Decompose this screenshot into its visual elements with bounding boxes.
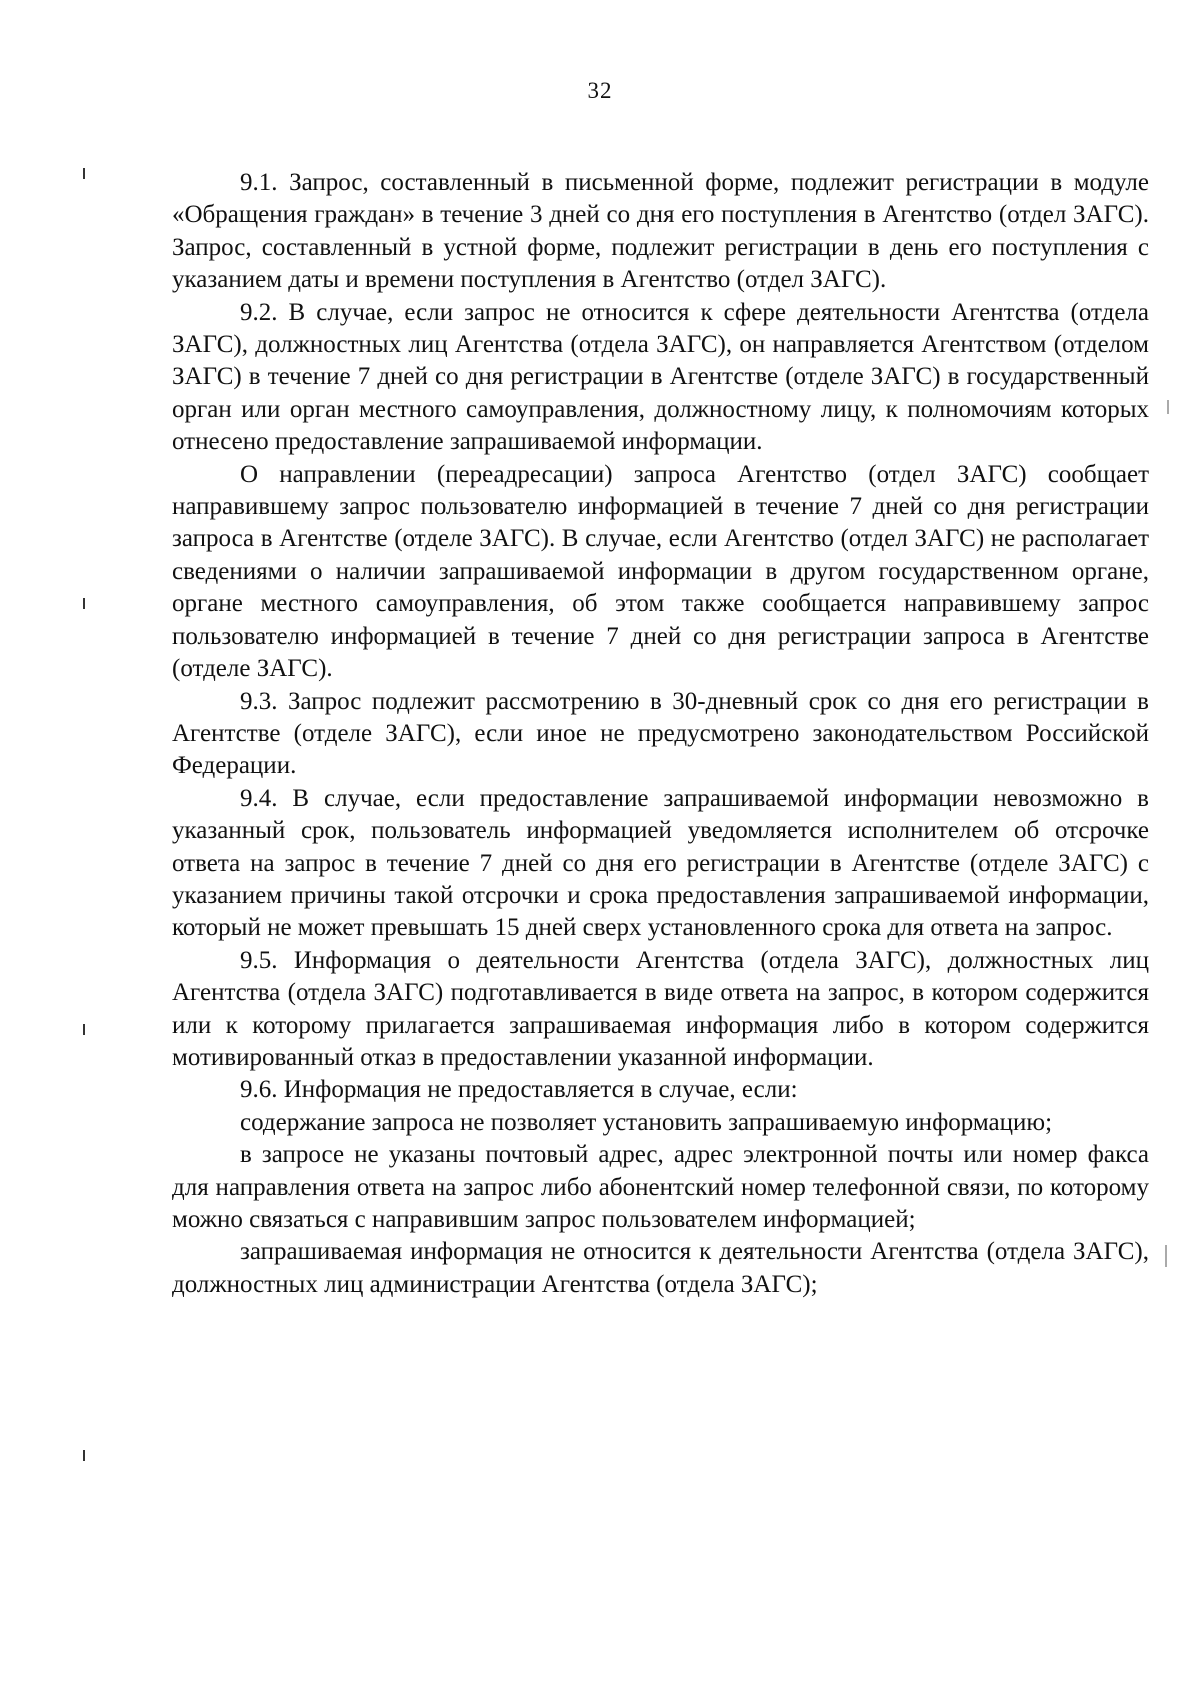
scan-edge-mark-2	[1165, 1245, 1167, 1267]
list-item-content-unclear: содержание запроса не позволяет установить запрашиваемую информацию;	[240, 1108, 1053, 1136]
page-number: 32	[587, 78, 613, 103]
list-item-not-related: запрашиваемая информация не относится к деятельности Агентства (отдела ЗАГС), должностных лиц администрации Агентства (отдела ЗАГС);	[172, 1238, 1149, 1298]
paragraph-9-2: 9.2. В случае, если запрос не относится к сфере деятельности Агентства (отдела ЗАГС), должностных лиц Агентства (отдела ЗАГС), он направляется Агентством (отделом ЗАГС) в течение 7 дней со дня регистрации в Агентстве (отделе ЗАГС) в государственный орган или орган местного самоуправления, должностному лицу, к полномочиям которых отнесено предоставление запрашиваемой информации.	[172, 298, 1149, 456]
binding-mark-2	[83, 598, 85, 609]
document-body	[172, 167, 1149, 1301]
binding-mark-4	[83, 1450, 85, 1461]
list-item-no-address: в запросе не указаны почтовый адрес, адрес электронной почты или номер факса для направления ответа на запрос либо абонентский номер телефонной связи, по которому можно связаться с направившим запрос пользователем информацией;	[172, 1141, 1149, 1233]
paragraph-9-3: 9.3. Запрос подлежит рассмотрению в 30-дневный срок со дня его регистрации в Агентстве (отделе ЗАГС), если иное не предусмотрено законодательством Российской Федерации.	[172, 687, 1149, 780]
binding-mark-3	[83, 1024, 85, 1035]
paragraph-9-4: 9.4. В случае, если предоставление запрашиваемой информации невозможно в указанный срок, пользователь информацией уведомляется исполнителем об отсрочке ответа на запрос в течение 7 дней со дня его регистрации в Агентстве (отделе ЗАГС) с указанием причины такой отсрочки и срока предоставления запрашиваемой информации, который не может превышать 15 дней сверх установленного срока для ответа на запрос.	[172, 784, 1149, 942]
binding-mark-1	[83, 168, 85, 179]
paragraph-9-6: 9.6. Информация не предоставляется в случае, если:	[240, 1076, 798, 1104]
paragraph-9-1: 9.1. Запрос, составленный в письменной форме, подлежит регистрации в модуле «Обращения граждан» в течение 3 дней со дня его поступления в Агентство (отдел ЗАГС). Запрос, составленный в устной форме, подлежит регистрации в день его поступления с указанием даты и времени поступления в Агентство (отдел ЗАГС).	[172, 169, 1149, 294]
scan-edge-mark-1	[1167, 400, 1169, 414]
paragraph-9-5: 9.5. Информация о деятельности Агентства (отдела ЗАГС), должностных лиц Агентства (отдела ЗАГС) подготавливается в виде ответа на запрос, в котором содержится или к которому прилагается запрашиваемая информация либо в котором содержится мотивированный отказ в предоставлении указанной информации.	[172, 946, 1149, 1071]
paragraph-redirection: О направлении (переадресации) запроса Агентство (отдел ЗАГС) сообщает направившему запрос пользователю информацией в течение 7 дней со дня регистрации запроса в Агентстве (отделе ЗАГС). В случае, если Агентство (отдел ЗАГС) не располагает сведениями о наличии запрашиваемой информации в другом государственном органе, органе местного самоуправления, об этом также сообщается направившему запрос пользователю информацией в течение 7 дней со дня регистрации запроса в Агентстве (отделе ЗАГС).	[172, 460, 1149, 683]
